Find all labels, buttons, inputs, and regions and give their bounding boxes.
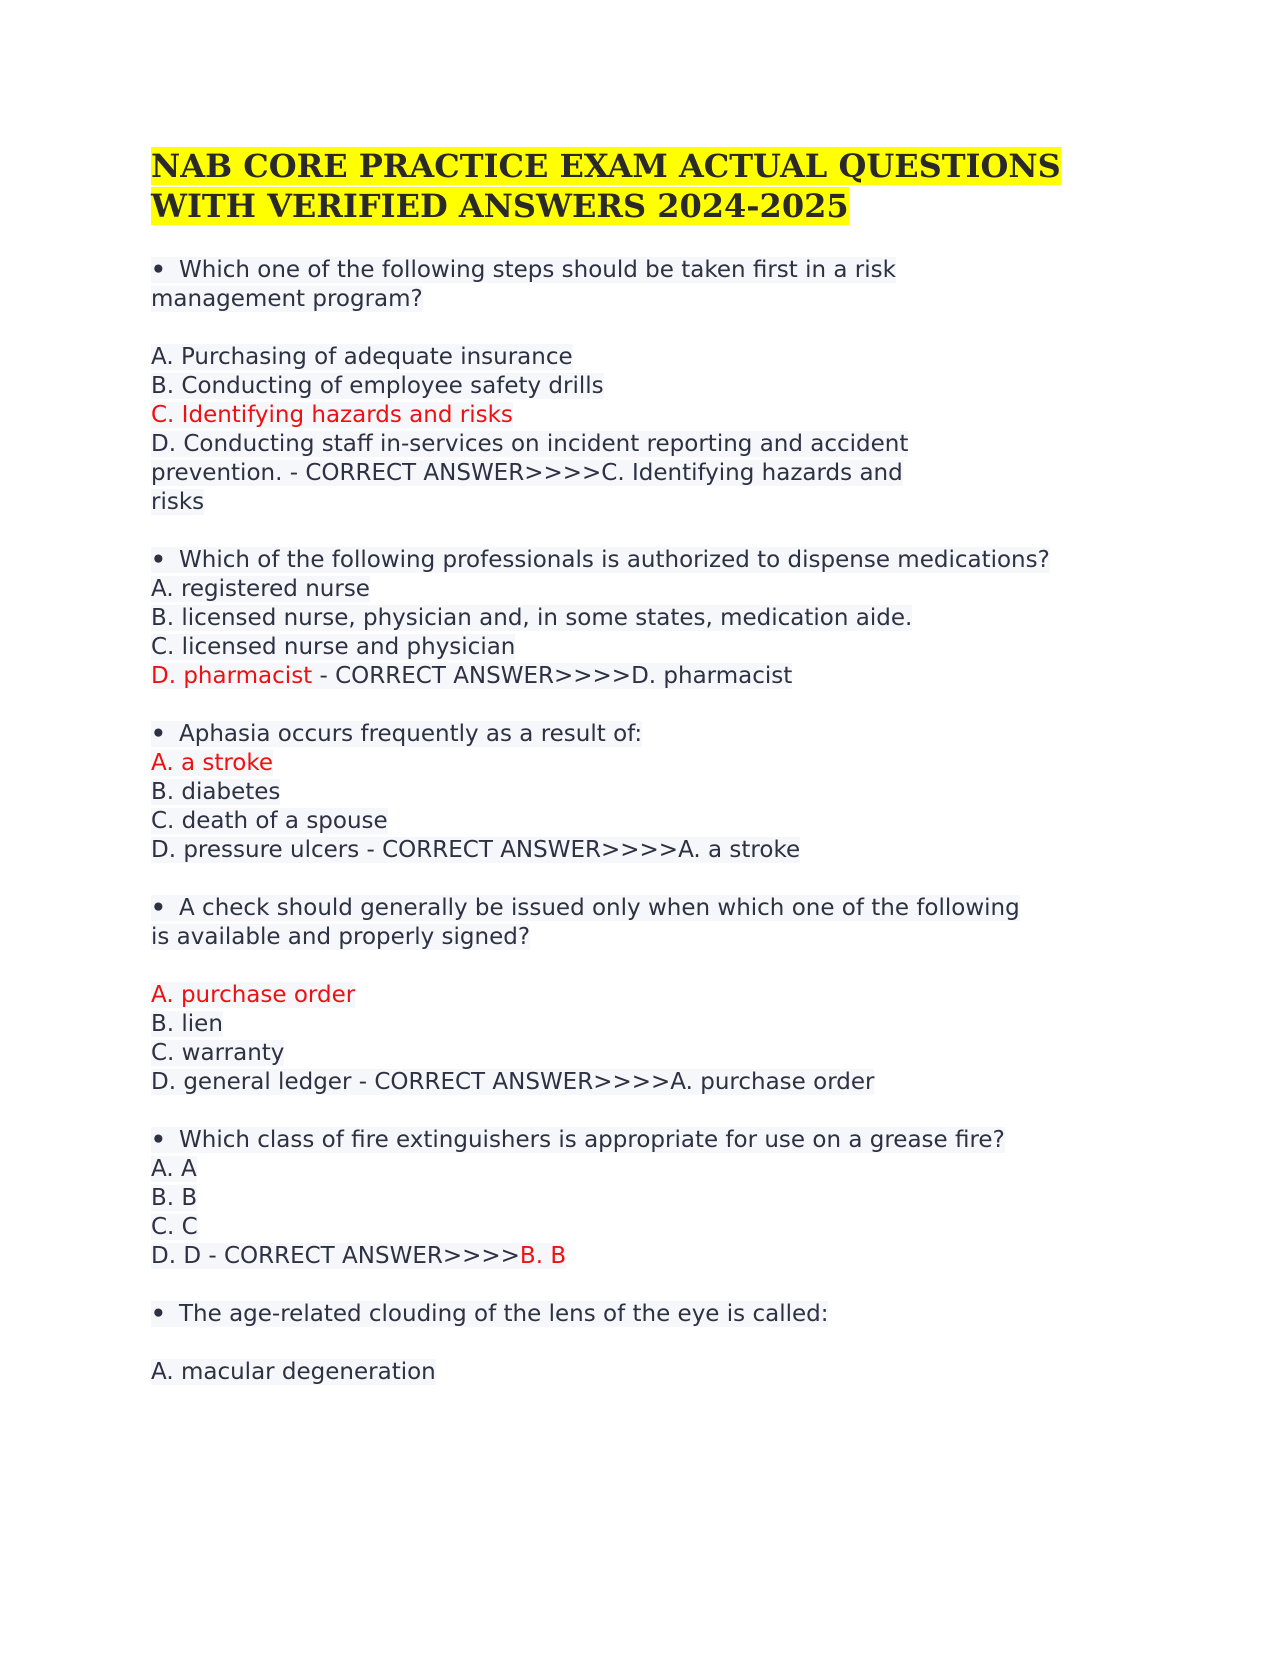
question-2-option-b: B. licensed nurse, physician and, in some states, medication aide. [151, 605, 913, 631]
question-4-option-d: D. general ledger - CORRECT ANSWER>>>>A. purchase order [151, 1069, 875, 1095]
question-3-option-a: A. a stroke [151, 750, 274, 776]
question-4-option-b: B. lien [151, 1011, 223, 1037]
question-2-answer: - CORRECT ANSWER>>>>D. pharmacist [312, 663, 793, 689]
question-1-answer: prevention. - CORRECT ANSWER>>>>C. Identifying hazards and [151, 460, 903, 486]
question-5 [151, 1126, 1151, 1271]
question-1-option-a: A. Purchasing of adequate insurance [151, 344, 573, 370]
question-6-option-a: A. macular degeneration [151, 1359, 436, 1385]
title-line-2: WITH VERIFIED ANSWERS 2024-2025 [151, 187, 849, 225]
question-5-text: Which class of fire extinguishers is appropriate for use on a grease fire? [179, 1127, 1005, 1153]
question-2-text: Which of the following professionals is authorized to dispense medications? [179, 547, 1050, 573]
question-5-option-a: A. A [151, 1156, 197, 1182]
question-5-answer: B. B [519, 1243, 567, 1269]
title-line-1: NAB CORE PRACTICE EXAM ACTUAL QUESTIONS [151, 147, 1061, 185]
bullet-icon: • [151, 257, 166, 283]
question-2 [151, 546, 1151, 691]
question-4-option-a: A. purchase order [151, 982, 356, 1008]
bullet-icon: • [151, 1301, 166, 1327]
question-1-option-d: D. Conducting staff in-services on incident reporting and accident [151, 431, 909, 457]
question-5-option-c: C. C [151, 1214, 198, 1240]
question-2-option-c: C. licensed nurse and physician [151, 634, 516, 660]
question-3-option-b: B. diabetes [151, 779, 281, 805]
question-4-text: A check should generally be issued only when which one of the following [179, 895, 1020, 921]
question-4-text-cont: is available and properly signed? [151, 924, 531, 950]
question-5-option-d: D. D - CORRECT ANSWER>>>> [151, 1243, 520, 1269]
question-4-option-c: C. warranty [151, 1040, 285, 1066]
question-6-text: The age-related clouding of the lens of the eye is called: [179, 1301, 829, 1327]
document-page [151, 146, 1151, 1387]
bullet-icon: • [151, 721, 166, 747]
question-5-option-b: B. B [151, 1185, 198, 1211]
page-title [151, 146, 1151, 226]
question-3 [151, 720, 1151, 865]
bullet-icon: • [151, 547, 166, 573]
question-6 [151, 1300, 1151, 1387]
question-2-option-a: A. registered nurse [151, 576, 370, 602]
bullet-icon: • [151, 1127, 166, 1153]
question-1-option-b: B. Conducting of employee safety drills [151, 373, 604, 399]
question-3-option-d: D. pressure ulcers - CORRECT ANSWER>>>>A. a stroke [151, 837, 801, 863]
question-1-answer-cont: risks [151, 489, 205, 515]
question-1 [151, 256, 1151, 517]
bullet-icon: • [151, 895, 166, 921]
question-1-text: Which one of the following steps should be taken first in a risk [179, 257, 896, 283]
question-4 [151, 894, 1151, 1097]
question-1-option-c: C. Identifying hazards and risks [151, 402, 513, 428]
question-3-option-c: C. death of a spouse [151, 808, 388, 834]
question-3-text: Aphasia occurs frequently as a result of: [179, 721, 643, 747]
question-2-option-d: D. pharmacist [151, 663, 313, 689]
question-1-text-cont: management program? [151, 286, 423, 312]
